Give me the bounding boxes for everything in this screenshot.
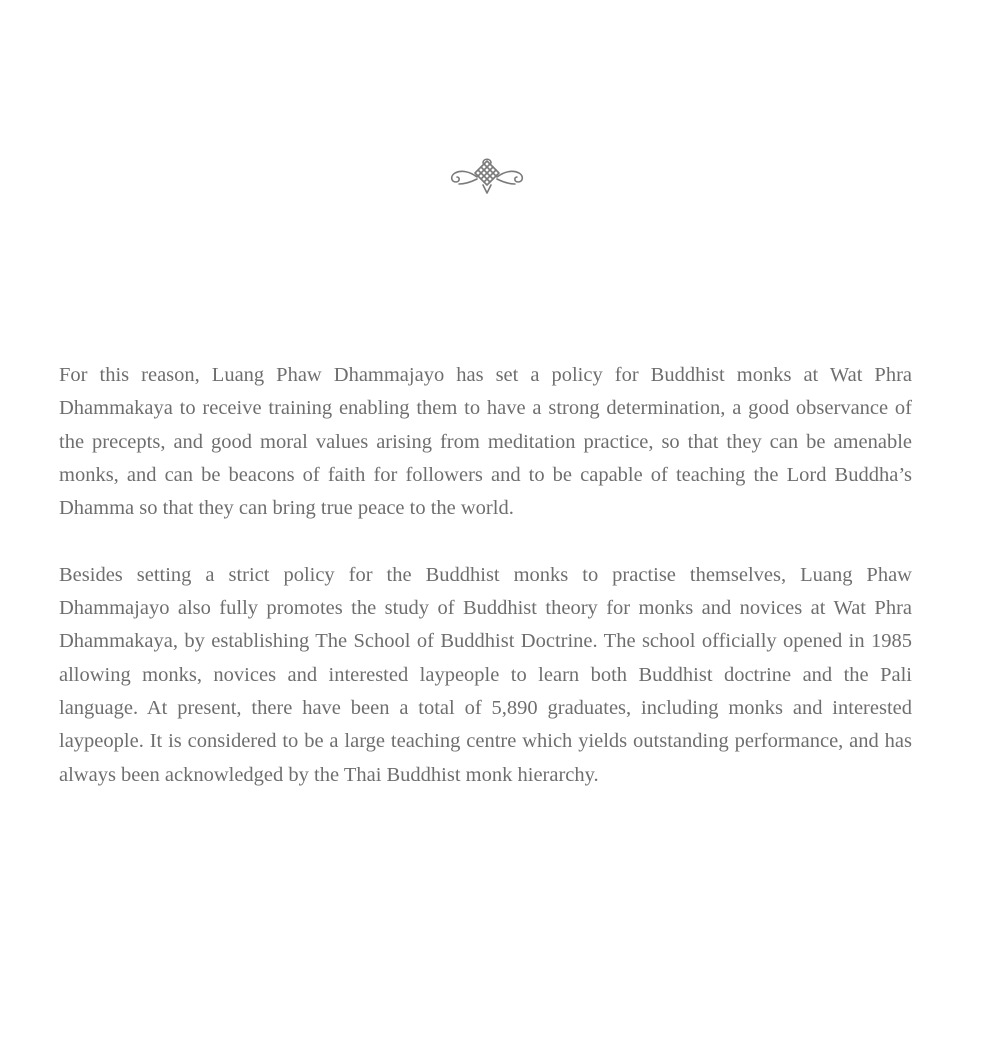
paragraph-school: Besides setting a strict policy for the Buddhist monks to practise themselves, Luang Phaw Dhammajayo also fully promotes the study of Buddhist theory for monks and novices at Wat Phra Dhammakaya, by establishing The School of Buddhist Doctrine. The school officially opened in 1985 allowing monks, novices and interested laypeople to learn both Buddhist doctrine and the Pali language. At present, there have been a total of 5,890 graduates, including monks and interested laypeople. It is considered to be a large teaching centre which yields outstanding performance, and has always been acknowledged by the Thai Buddhist monk hierarchy. [59, 563, 912, 786]
body-text [59, 359, 912, 825]
paragraph-policy: For this reason, Luang Phaw Dhammajayo has set a policy for Buddhist monks at Wat Phra Dhammakaya to receive training enabling them to have a strong determination, a good observance of the precepts, and good moral values arising from meditation practice, so that they can be amenable monks, and can be beacons of faith for followers and to be capable of teaching the Lord Buddha’s Dhamma so that they can bring true peace to the world. [59, 364, 912, 520]
endless-knot-ornament-icon [447, 155, 527, 199]
